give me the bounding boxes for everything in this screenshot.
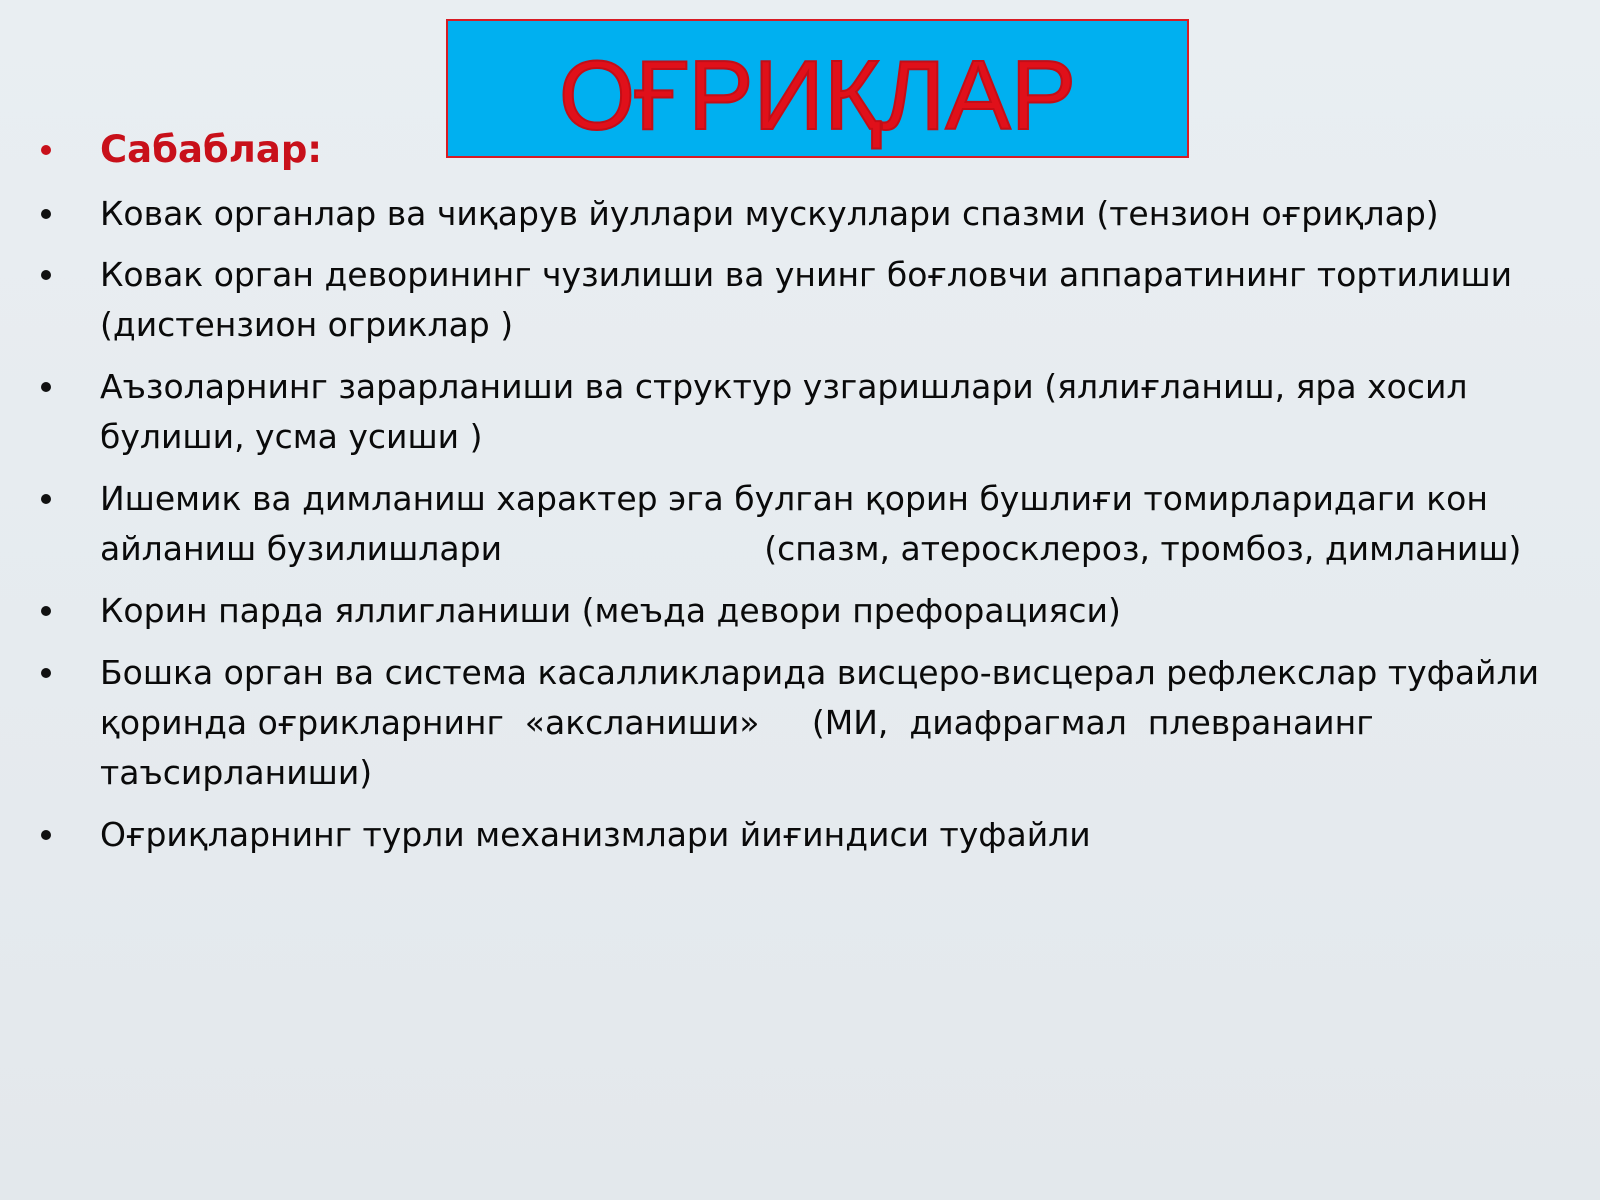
list-item-line: қоринда оғрикларнинг «аксланиши» (МИ, диафрагмал плевранаинг [100, 703, 1374, 742]
bullet-icon [41, 830, 51, 840]
list-item-line: Аъзоларнинг зарарланиши ва структур узгаришлари (яллиғланиш, яра хосил [100, 367, 1468, 406]
list-item-line: таъсирланиши) [100, 753, 373, 792]
bullet-icon [41, 606, 51, 616]
list-item-line: Корин парда яллигланиши (меъда девори префорацияси) [100, 591, 1121, 630]
list-item-line: Ковак органлар ва чиқарув йуллари мускуллари спазми (тензион оғриқлар) [100, 194, 1439, 233]
bullet-icon [41, 145, 51, 155]
bullet-icon [41, 270, 51, 280]
list-item-line: Оғриқларнинг турли механизмлари йиғиндиси туфайли [100, 815, 1091, 854]
bullet-icon [41, 494, 51, 504]
list-item-line: булиши, усма усиши ) [100, 417, 483, 456]
bullet-icon [41, 209, 51, 219]
list-item-line: Ковак орган деворининг чузилиши ва унинг боғловчи аппаратининг тортилиши [100, 255, 1513, 294]
bullet-icon [41, 668, 51, 678]
heading-text: Сабаблар: [100, 128, 323, 171]
list-item-line: (дистензион огриклар ) [100, 305, 514, 344]
list-item-line: Ишемик ва димланиш характер эга булган қорин бушлиғи томирларидаги кон [100, 479, 1488, 518]
list-item-line: айланиш бузилишлари (спазм, атеросклероз, тромбоз, димланиш) [100, 529, 1522, 568]
slide-title: ОҒРИҚЛАР [558, 39, 1077, 150]
list-item-line: Бошка орган ва система касалликларида висцеро-висцерал рефлекслар туфайли [100, 653, 1540, 692]
bullet-icon [41, 382, 51, 392]
